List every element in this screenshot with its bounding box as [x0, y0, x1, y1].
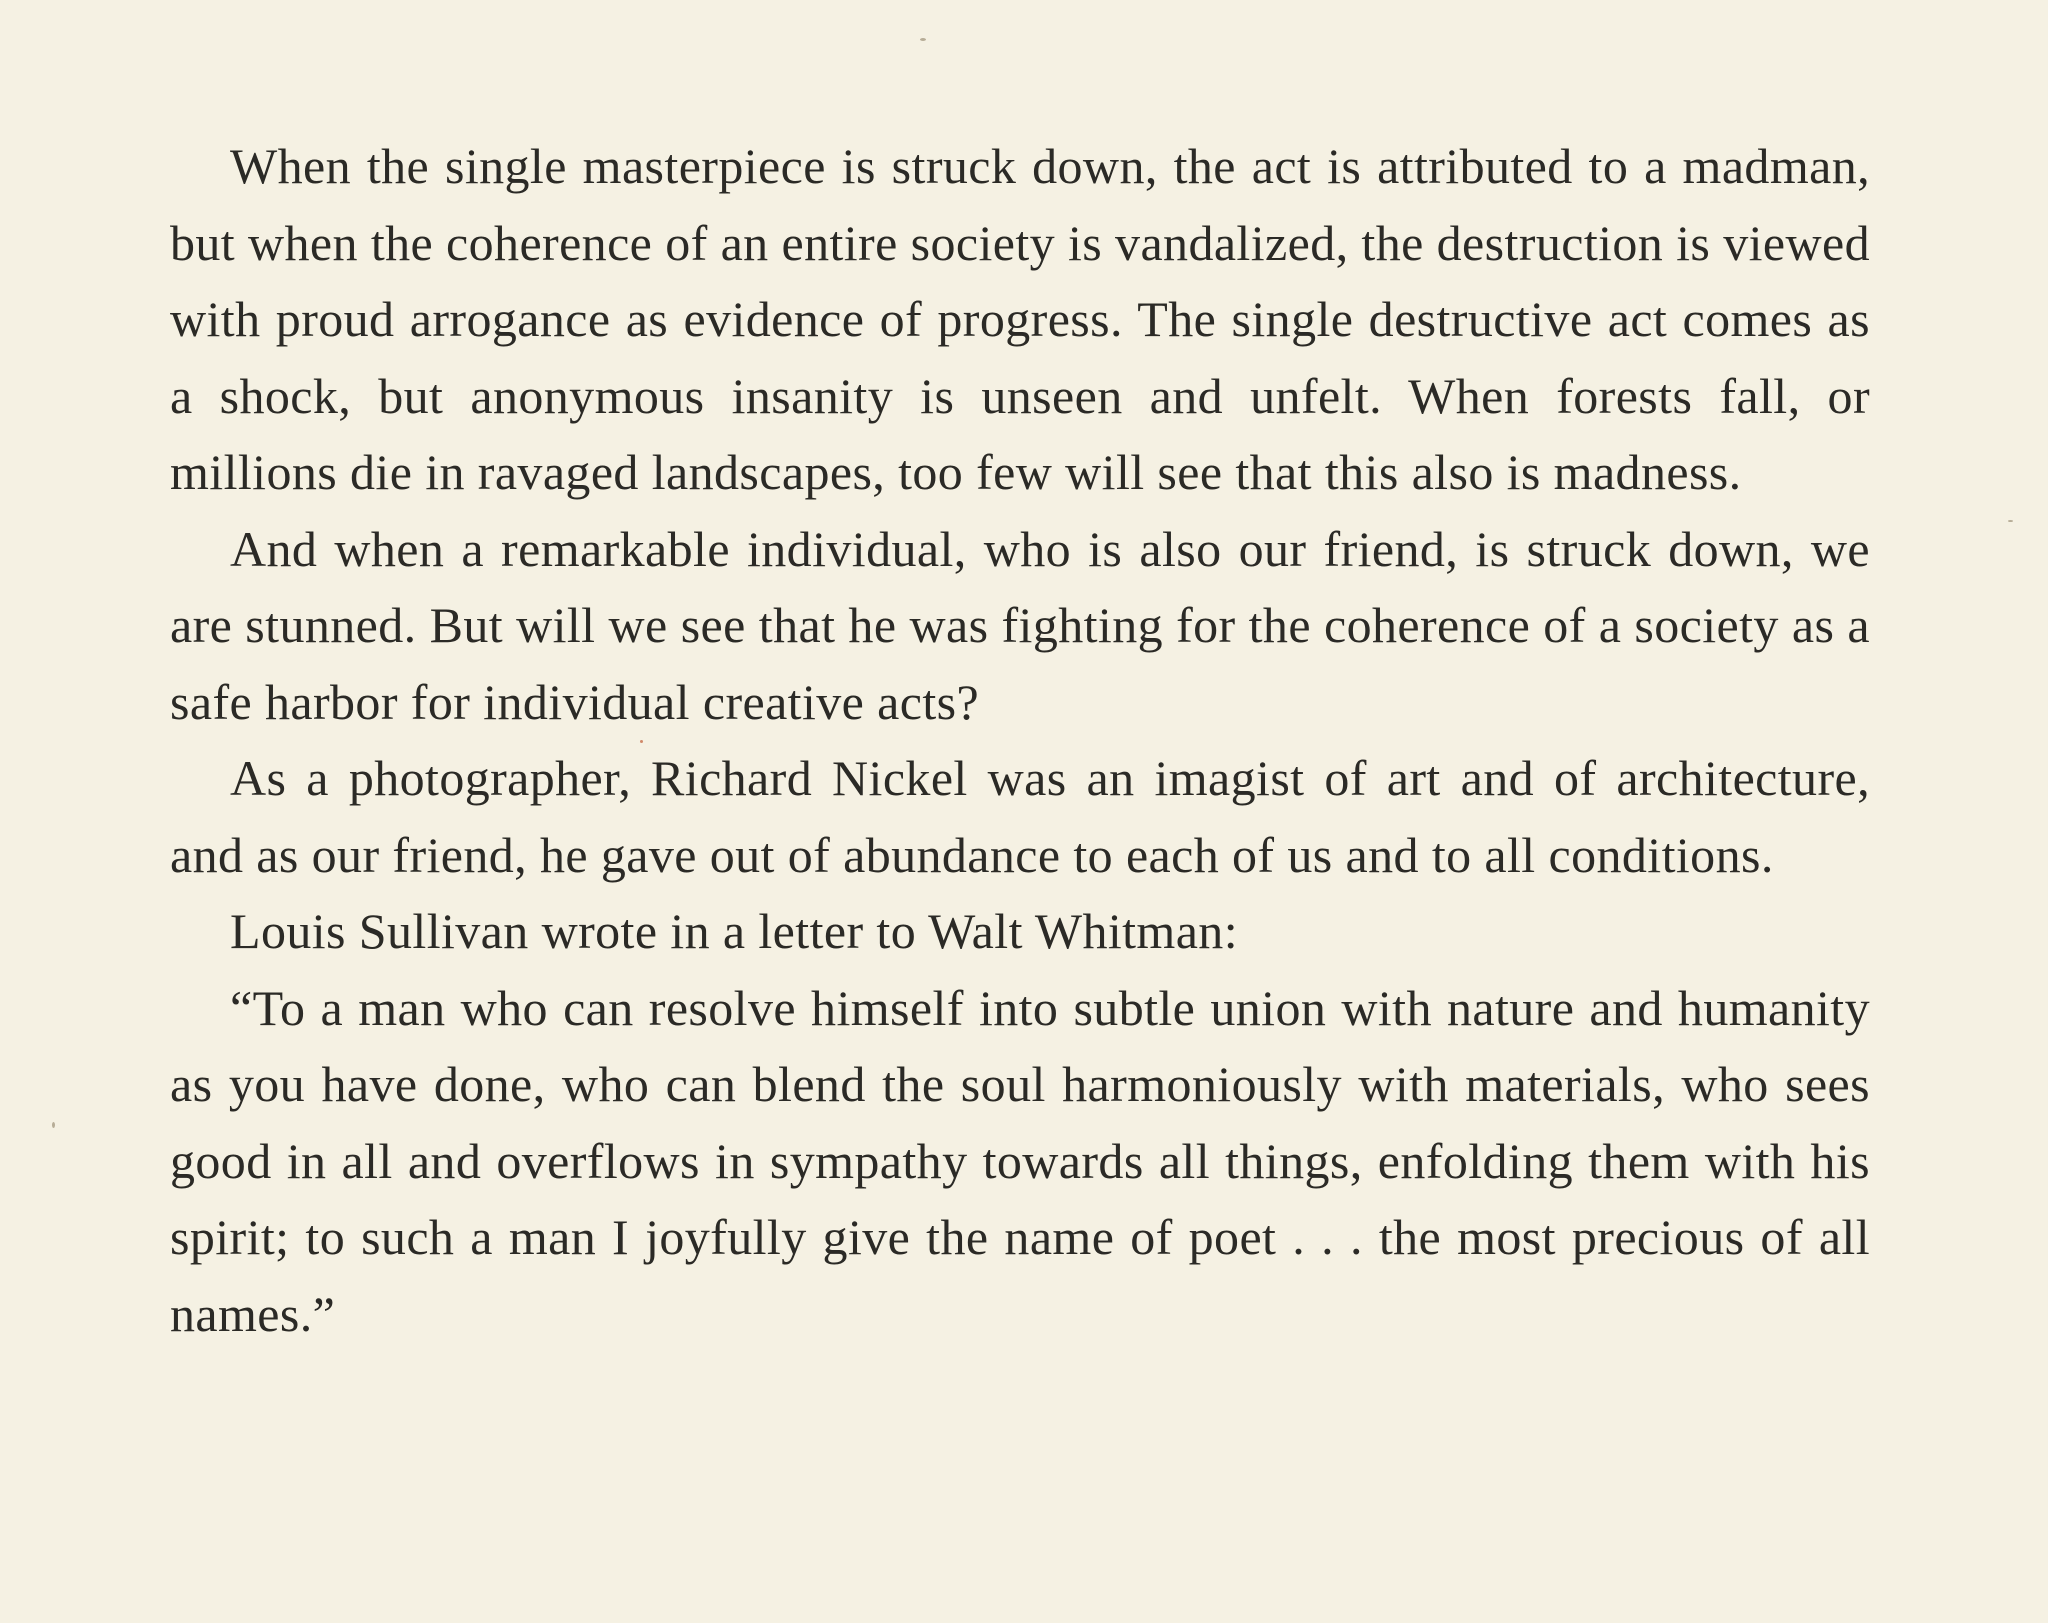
paragraph-masterpiece: When the single masterpiece is struck down, the act is attributed to a madman, but when the coherence of an entire society is vandalized, the destruction is viewed with proud arrogance as evidence of progress. The single destructive act comes as a shock, but anonymous insanity is unseen and unfelt. When forests fall, or millions die in ravaged landscapes, too few will see that this also is madness.	[170, 138, 1870, 500]
paragraph-remarkable-individual: And when a remarkable individual, who is also our friend, is struck down, we are stunned. But will we see that he was fighting for the coherence of a society as a safe harbor for individual creative acts?	[170, 520, 1870, 730]
paper-speck	[52, 1122, 55, 1128]
paragraph-quotation: “To a man who can resolve himself into subtle union with nature and humanity as you have done, who can blend the soul harmoniously with materials, who sees good in all and overflows in sympathy towards all things, enfolding them with his spirit; to such a man I joyfully give the name of poet . . . the most precious of all names.”	[170, 979, 1870, 1342]
paper-speck	[920, 38, 926, 41]
paragraph-sullivan-intro: Louis Sullivan wrote in a letter to Walt Whitman:	[230, 903, 1239, 959]
paragraph-photographer: As a photographer, Richard Nickel was an imagist of art and of architecture, and as our friend, he gave out of abundance to each of us and to all conditions.	[170, 750, 1870, 883]
paper-speck	[2008, 520, 2013, 522]
body-text	[170, 128, 1870, 1352]
